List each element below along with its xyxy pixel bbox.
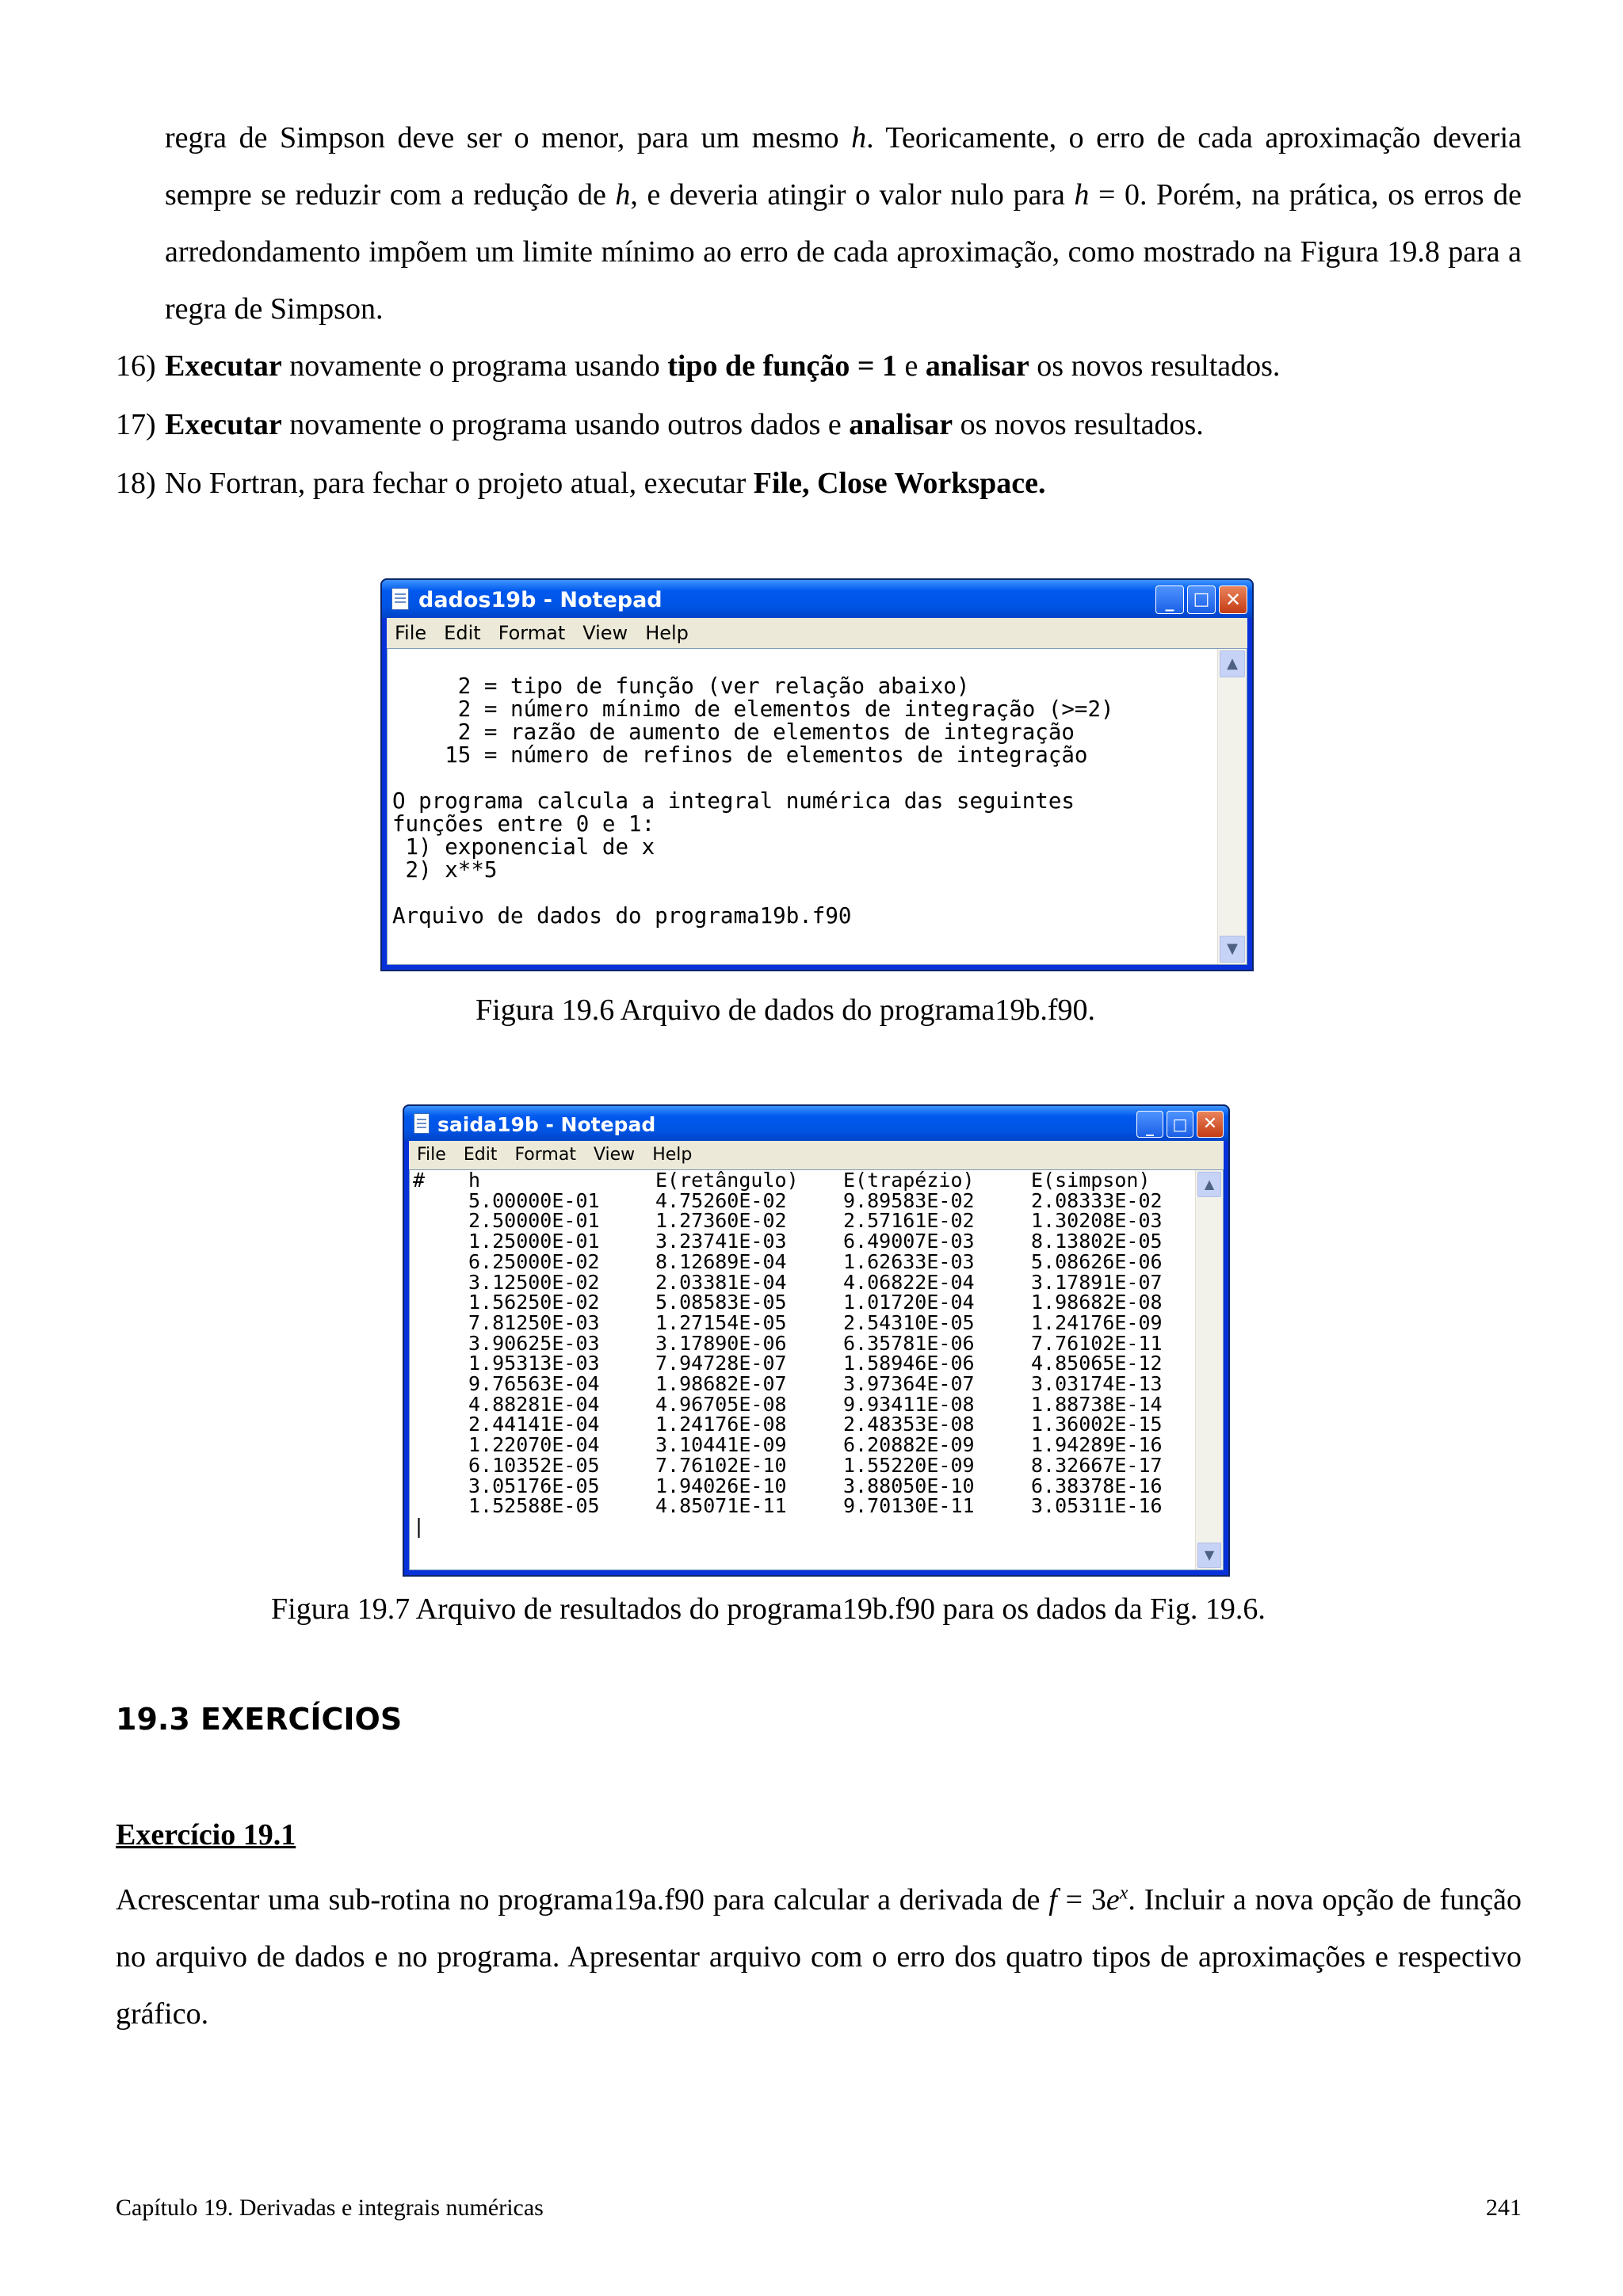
notepad-window-saida [403, 1104, 1230, 1577]
table-header: # h E(retângulo) E(trapézio) E(simpson) [413, 1169, 1151, 1192]
menu-edit[interactable]: Edit [463, 1145, 498, 1165]
text-line: funções entre 0 e 1: [392, 811, 655, 837]
maximize-button[interactable]: □ [1167, 1111, 1193, 1138]
menu-view[interactable]: View [593, 1145, 636, 1165]
table-row: 2.44141E-04 1.24176E-08 2.48353E-08 1.36002E-15 [468, 1413, 1163, 1436]
table-row: 4.88281E-04 4.96705E-08 9.93411E-08 1.88738E-14 [468, 1392, 1163, 1416]
figure-caption-19-6: Figura 19.6 Arquivo de dados do programa19b.f90. [475, 994, 1096, 1027]
close-button[interactable]: ✕ [1219, 585, 1247, 614]
text-area[interactable] [387, 648, 1247, 965]
table-row: 1.56250E-02 5.08583E-05 1.01720E-04 1.98682E-08 [468, 1291, 1163, 1314]
text-line: 2 = tipo de função (ver relação abaixo) [392, 673, 970, 699]
step-18: 18) No Fortran, para fechar o projeto atual, executar File, Close Workspace. [116, 467, 1046, 500]
table-row: 6.25000E-02 8.12689E-04 1.62633E-03 5.08626E-06 [468, 1249, 1163, 1273]
section-heading: 19.3 EXERCÍCIOS [116, 1702, 403, 1737]
maximize-button[interactable]: □ [1187, 585, 1216, 614]
menu-bar [409, 1141, 1224, 1169]
scroll-up-arrow-icon[interactable]: ▲ [1197, 1172, 1221, 1197]
minimize-button[interactable]: _ [1155, 585, 1184, 614]
notepad-window-dados [380, 578, 1254, 971]
text-line: 2) x**5 [392, 857, 498, 883]
exercise-title: Exercício 19.1 [116, 1818, 296, 1852]
intro-paragraph: regra de Simpson deve ser o menor, para um mesmo h. Teoricamente, o erro de cada aproximação deveria sempre se reduzir com a redução de h, e deveria atingir o valor nulo para h = 0. Porém, na prática, os erros de arredondamento impõem um limite mínimo ao erro de cada aproximação, como mostrado na Figura 19.8 para a regra de Simpson. [165, 121, 1522, 326]
step-17: 17) Executar novamente o programa usando outros dados e analisar os novos resultados. [116, 408, 1204, 441]
table-row: 3.05176E-05 1.94026E-10 3.88050E-10 6.38378E-16 [468, 1474, 1163, 1497]
table-row: 9.76563E-04 1.98682E-07 3.97364E-07 3.03174E-13 [468, 1372, 1163, 1396]
text-line: Arquivo de dados do programa19b.f90 [392, 903, 852, 929]
menu-format[interactable]: Format [498, 622, 566, 644]
window-title: saida19b - Notepad [437, 1113, 656, 1136]
menu-view[interactable]: View [582, 622, 628, 644]
menu-help[interactable]: Help [652, 1145, 693, 1165]
menu-file[interactable]: File [395, 622, 427, 644]
vertical-scrollbar[interactable] [1217, 649, 1247, 964]
table-row: 1.52588E-05 4.85071E-11 9.70130E-11 3.05311E-16 [468, 1494, 1163, 1518]
text-cursor-row [413, 1516, 1174, 1537]
table-row: 6.10352E-05 7.76102E-10 1.55220E-09 8.32667E-17 [468, 1453, 1163, 1477]
menu-format[interactable]: Format [514, 1145, 576, 1165]
menu-edit[interactable]: Edit [444, 622, 481, 644]
page-number: 241 [1486, 2195, 1522, 2221]
exercise-text: Acrescentar uma sub-rotina no programa19a.f90 para calcular a derivada de $f = 3e^x$. Incluir a nova opção de função no arquivo de dados e no programa. Apresentar arquivo com o erro dos quatro tipos de aproximações e respectivo gráfico. [116, 1882, 1522, 2031]
vertical-scrollbar[interactable] [1195, 1170, 1223, 1569]
window-title: dados19b - Notepad [418, 588, 663, 612]
table-row: 3.12500E-02 2.03381E-04 4.06822E-04 3.17891E-07 [468, 1270, 1163, 1294]
notepad-icon [414, 1113, 430, 1134]
table-row: 2.50000E-01 1.27360E-02 2.57161E-02 1.30208E-03 [468, 1209, 1163, 1233]
scroll-down-arrow-icon[interactable]: ▼ [1220, 936, 1245, 963]
file-content [392, 652, 1114, 928]
text-area[interactable] [409, 1169, 1224, 1570]
text-line: O programa calcula a integral numérica das seguintes [392, 788, 1075, 814]
footer-chapter: Capítulo 19. Derivadas e integrais numéricas [116, 2195, 544, 2221]
menu-help[interactable]: Help [645, 622, 689, 644]
table-row: 1.95313E-03 7.94728E-07 1.58946E-06 4.85065E-12 [468, 1352, 1163, 1375]
table-row: 3.90625E-03 3.17890E-06 6.35781E-06 7.76102E-11 [468, 1331, 1163, 1355]
figure-caption-19-7: Figura 19.7 Arquivo de resultados do programa19b.f90 para os dados da Fig. 19.6. [271, 1592, 1266, 1626]
text-line: 2 = razão de aumento de elementos de integração [392, 719, 1075, 745]
text-line: 2 = número mínimo de elementos de integração (>=2) [392, 696, 1114, 722]
title-bar [404, 1106, 1228, 1141]
text-cursor: | [413, 1514, 426, 1538]
close-button[interactable]: ✕ [1197, 1111, 1224, 1138]
table-row: 7.81250E-03 1.27154E-05 2.54310E-05 1.24176E-09 [468, 1310, 1163, 1334]
notepad-icon [391, 588, 409, 610]
scroll-up-arrow-icon[interactable]: ▲ [1220, 650, 1245, 677]
results-table [413, 1170, 1174, 1537]
minimize-button[interactable]: _ [1136, 1111, 1163, 1138]
table-row: 1.22070E-04 3.10441E-09 6.20882E-09 1.94289E-16 [468, 1433, 1163, 1457]
text-line: 1) exponencial de x [392, 834, 655, 860]
title-bar [382, 580, 1252, 618]
text-line: 15 = número de refinos de elementos de integração [392, 742, 1088, 768]
menu-file[interactable]: File [417, 1145, 446, 1165]
table-row: 1.25000E-01 3.23741E-03 6.49007E-03 8.13802E-05 [468, 1230, 1163, 1253]
menu-bar [387, 618, 1247, 648]
scroll-down-arrow-icon[interactable]: ▼ [1197, 1543, 1221, 1568]
table-row: 5.00000E-01 4.75260E-02 9.89583E-02 2.08333E-02 [468, 1188, 1163, 1212]
step-16: 16) Executar novamente o programa usando tipo de função = 1 e analisar os novos resultados. [116, 349, 1281, 383]
